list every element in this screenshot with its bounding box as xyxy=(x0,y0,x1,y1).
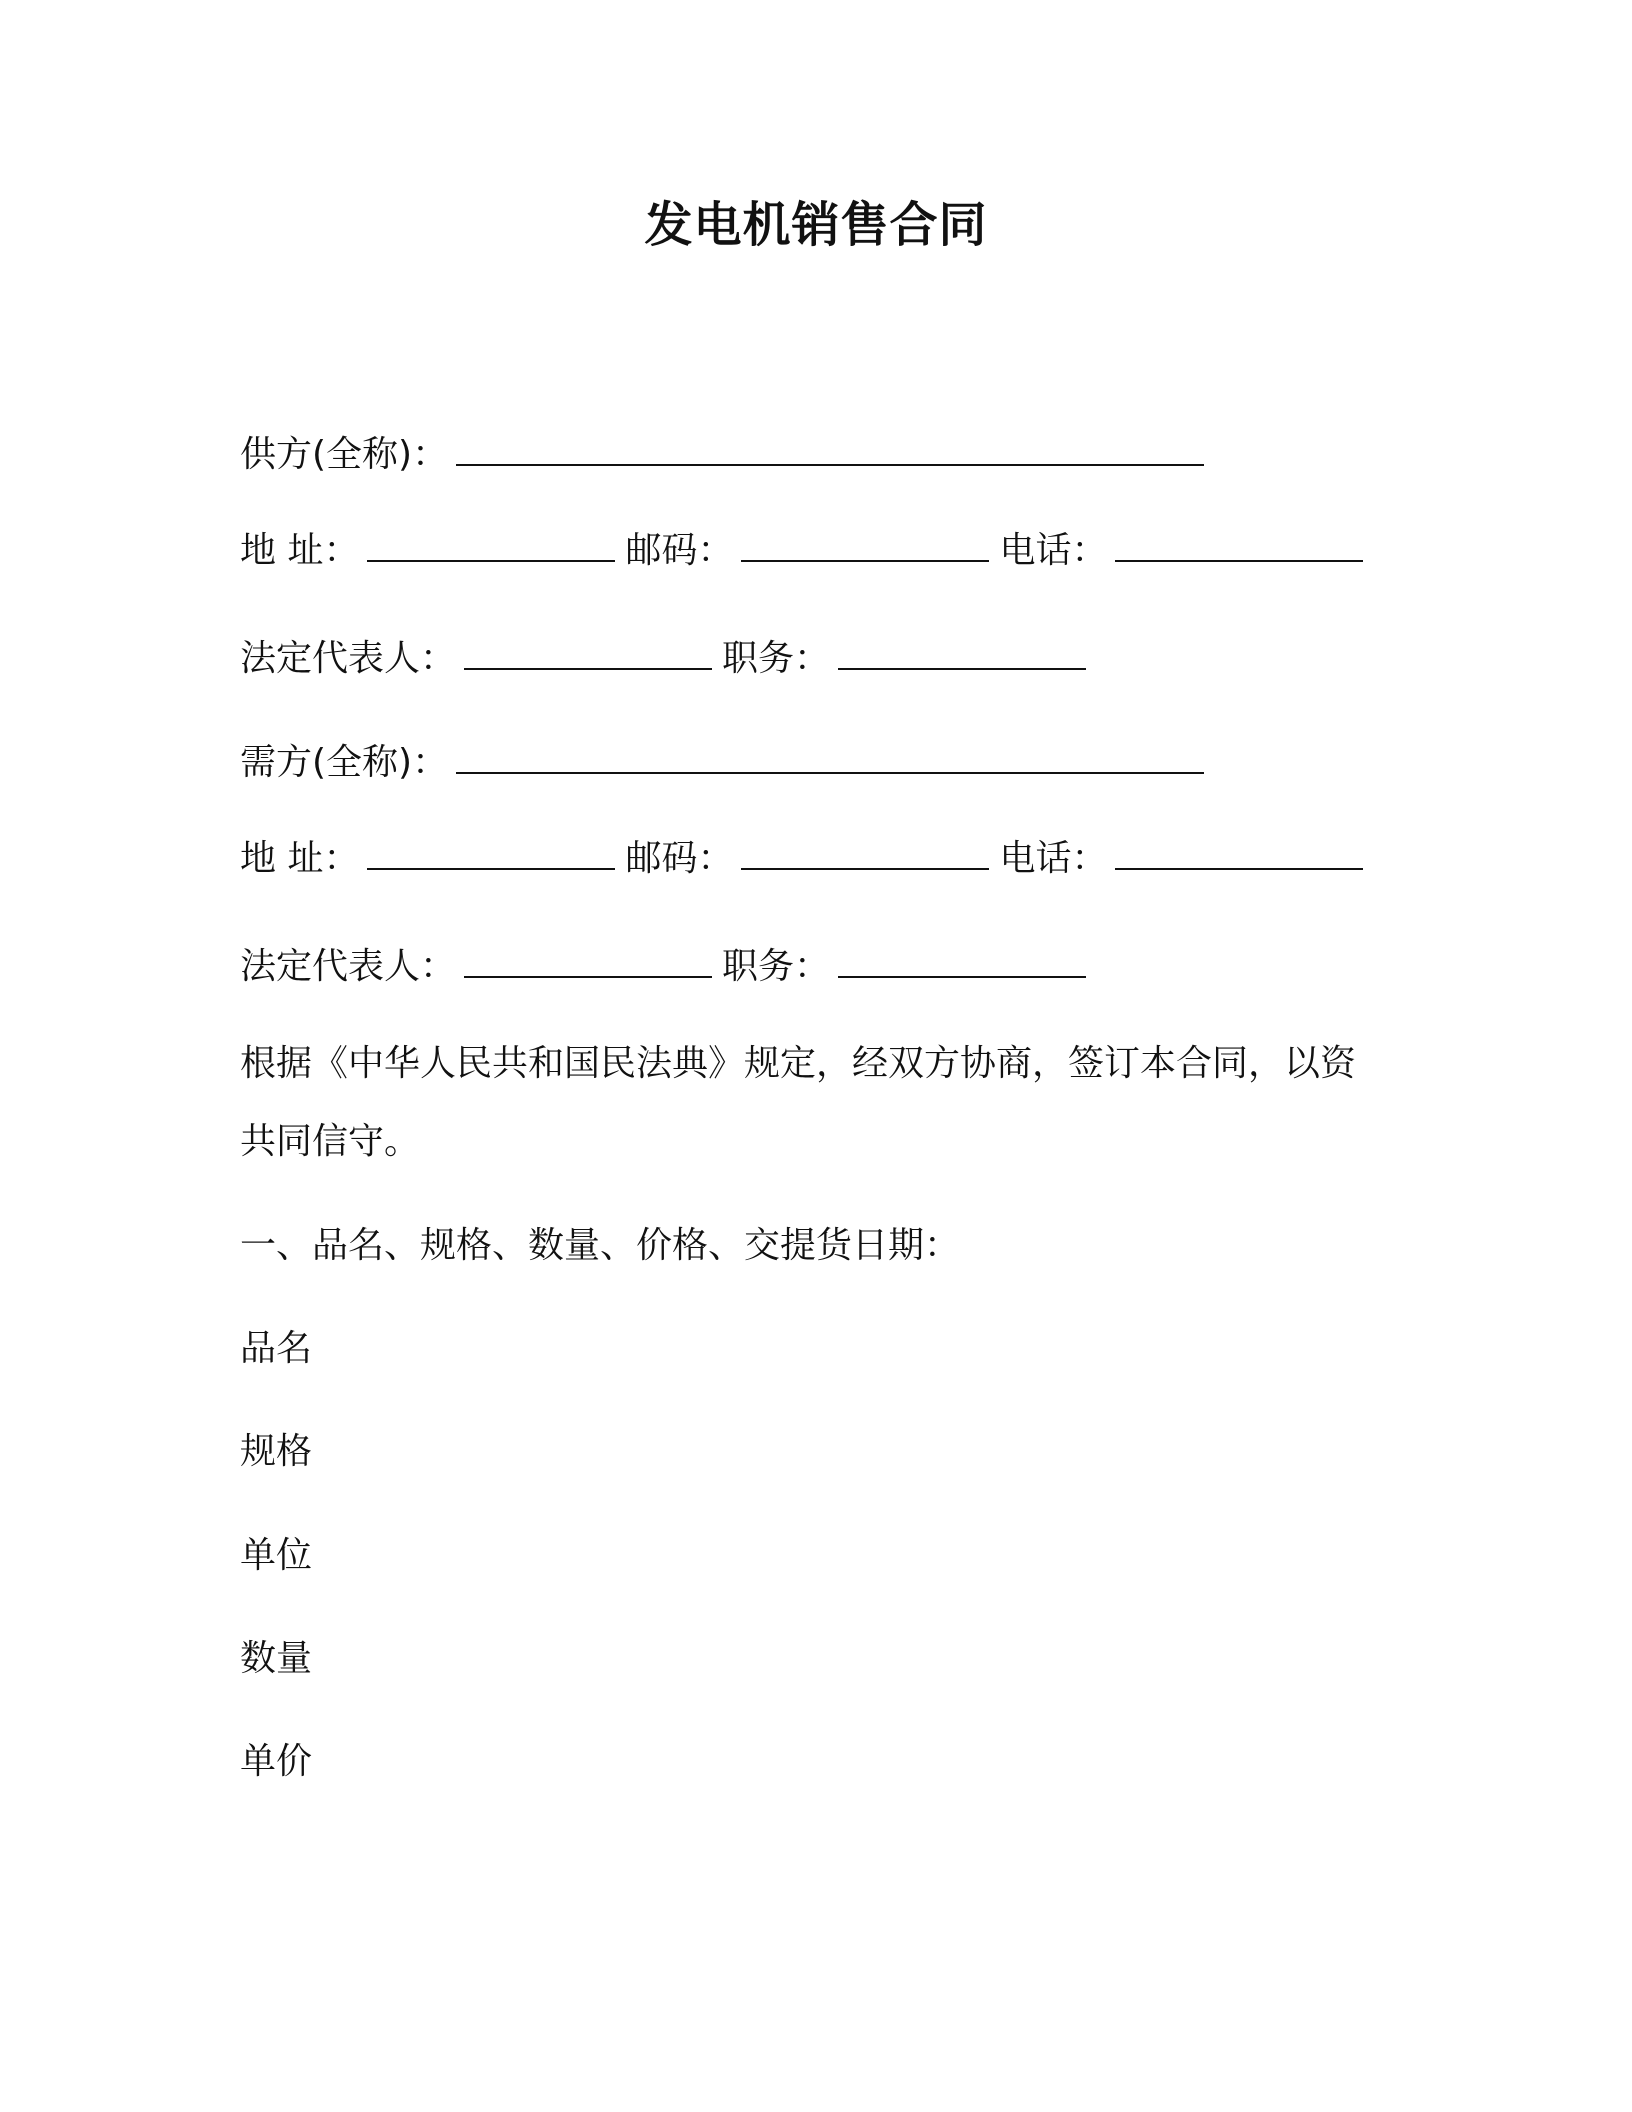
buyer-position-blank xyxy=(838,940,1086,978)
buyer-address-label: 地 址： xyxy=(240,838,360,879)
buyer-address-line xyxy=(240,832,1363,883)
buyer-position-label: 职务： xyxy=(722,946,831,987)
supplier-address-label: 地 址： xyxy=(240,530,360,571)
supplier-address-line xyxy=(240,524,1363,575)
supplier-postcode-label: 邮码： xyxy=(625,530,734,571)
supplier-phone-label: 电话： xyxy=(999,530,1108,571)
buyer-name-label: 需方(全称)： xyxy=(240,742,449,783)
buyer-name-blank xyxy=(456,736,1204,774)
buyer-postcode-label: 邮码： xyxy=(625,838,734,879)
supplier-name-blank xyxy=(456,428,1204,466)
buyer-rep-line xyxy=(240,940,1086,991)
buyer-phone-blank xyxy=(1115,832,1363,870)
supplier-address-blank xyxy=(367,524,615,562)
supplier-position-label: 职务： xyxy=(722,638,831,679)
buyer-address-blank xyxy=(367,832,615,870)
supplier-position-blank xyxy=(838,632,1086,670)
supplier-rep-label: 法定代表人： xyxy=(240,638,457,679)
item-label-unit-price: 单价 xyxy=(240,1741,313,1782)
document-title: 发电机销售合同 xyxy=(644,197,988,253)
section1-heading: 一、品名、规格、数量、价格、交提货日期： xyxy=(240,1225,961,1266)
supplier-name-line xyxy=(240,428,1204,479)
preamble-paragraph: 根据《中华人民共和国民法典》规定，经双方协商，签订本合同，以资共同信守。 xyxy=(240,1043,1357,1162)
supplier-name-label: 供方(全称)： xyxy=(240,434,449,475)
buyer-name-line xyxy=(240,736,1204,787)
supplier-postcode-blank xyxy=(741,524,989,562)
item-label-quantity: 数量 xyxy=(240,1638,313,1679)
item-label-spec: 规格 xyxy=(240,1431,313,1472)
item-label-unit: 单位 xyxy=(240,1535,313,1576)
buyer-rep-blank xyxy=(464,940,712,978)
supplier-rep-blank xyxy=(464,632,712,670)
buyer-phone-label: 电话： xyxy=(999,838,1108,879)
buyer-rep-label: 法定代表人： xyxy=(240,946,457,987)
buyer-postcode-blank xyxy=(741,832,989,870)
supplier-phone-blank xyxy=(1115,524,1363,562)
item-label-name: 品名 xyxy=(240,1328,313,1369)
supplier-rep-line xyxy=(240,632,1086,683)
